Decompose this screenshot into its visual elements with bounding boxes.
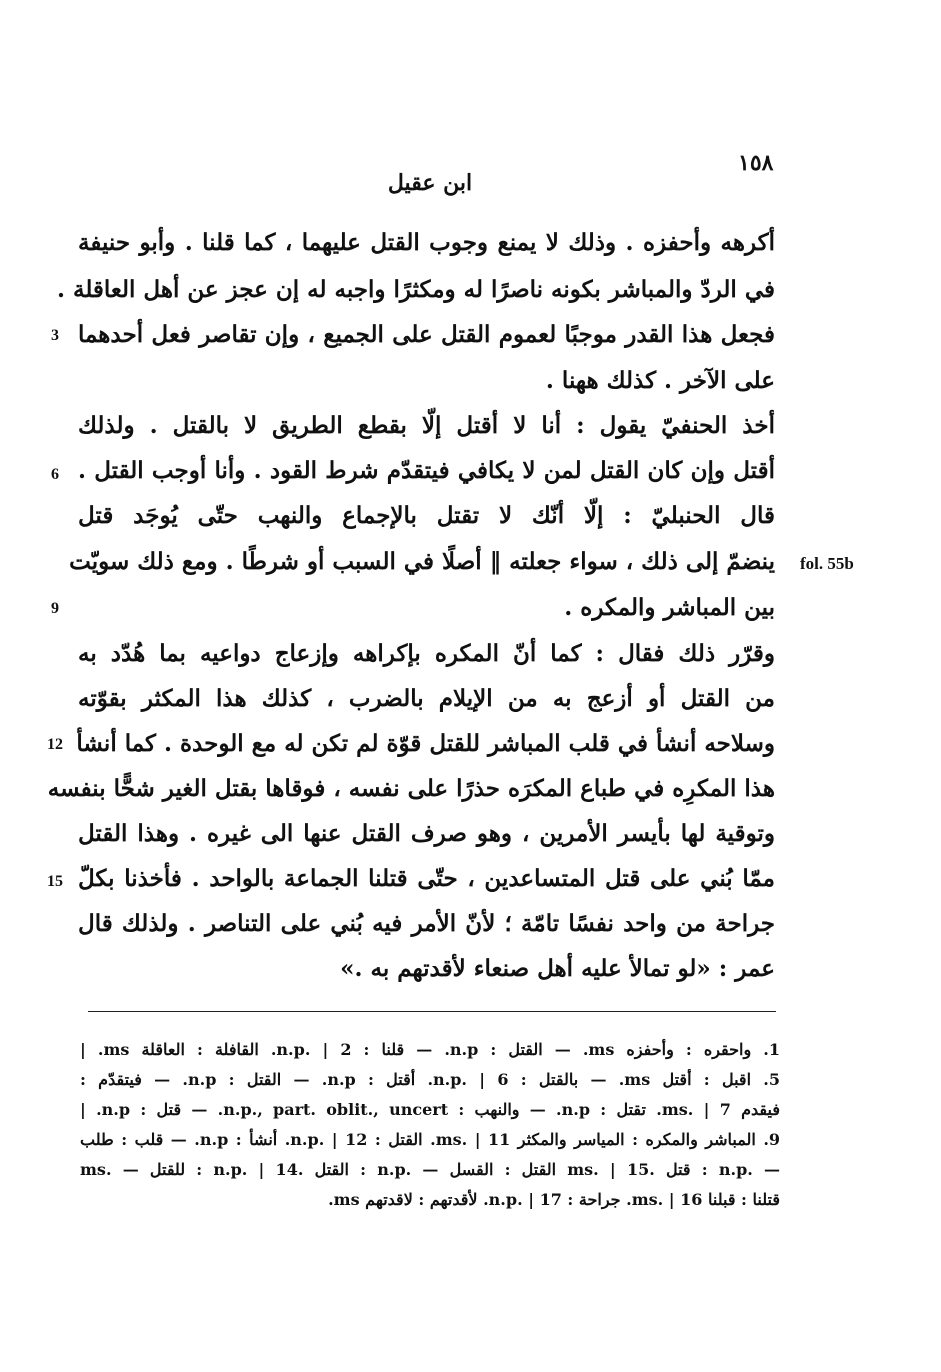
text-line: ممّا بُني على قتل المتساعدين ، حتّى قتلنا الجماعة بالواحد . فأخذنا بكلّ <box>78 865 775 892</box>
folio-marker: fol. 55b <box>800 554 854 573</box>
footnote-line: قتلنا : قبلنا ms. | 16. جراحة : n.p. | 17. لأقدتهم : لاقدتهم ms. <box>328 1190 780 1209</box>
text-line: وقرّر ذلك فقال : كما أنّ المكره بإكراهه وإزعاج دواعيه بما هُدّد به <box>78 640 775 667</box>
page-number: ١٥٨ <box>738 150 774 176</box>
text-line: في الردّ والمباشر بكونه ناصرًا له ومكثرًا واجبه له إن عجز عن أهل العاقلة . <box>56 276 775 303</box>
text-line: وتوقية لها بأيسر الأمرين ، وهو صرف القتل عنها الى غيره . وهذا القتل <box>78 820 775 847</box>
text-line: بين المباشر والمكره . <box>564 594 775 621</box>
text-line: ينضمّ إلى ذلك ، سواء جعلته ‖ أصلًا في السبب أو شرطًا . ومع ذلك سويّت <box>69 548 775 575</box>
text-line: قال الحنبليّ : إلّا أنّك لا تقتل بالإجماع والنهب حتّى يُوجَد قتل <box>78 502 775 529</box>
text-line: أقتل وإن كان القتل لمن لا يكافي فيتقدّم شرط القود . وأنا أوجب القتل . <box>78 457 775 484</box>
text-line: أكرهه وأحفزه . وذلك لا يمنع وجوب القتل عليهما ، كما قلنا . وأبو حنيفة <box>78 229 775 256</box>
line-number: 15 <box>47 873 63 890</box>
footnote-line: ms. — للقتل : n.p. | 14. القتل : n.p. — القتل : القسل ms. | 15. قتل : n.p. — <box>80 1160 781 1179</box>
text-line: فجعل هذا القدر موجبًا لعموم القتل على الجميع ، وإن تقاصر فعل أحدهما <box>78 321 775 348</box>
text-line: أخذ الحنفيّ يقول : أنا لا أقتل إلّا بقطع الطريق لا بالقتل . ولذلك <box>78 412 775 439</box>
text-line: هذا المكرِه في طباع المكرَه حذرًا على نفسه ، فوقاها بقتل الغير شحًّا بنفسه <box>47 775 775 802</box>
line-number: 9 <box>51 600 59 617</box>
text-line: عمر : «لو تمالأ عليه أهل صنعاء لأقدتهم به .» <box>340 955 775 982</box>
line-number: 6 <box>51 466 59 483</box>
footnote-line: 9. المباشر والمكره : المياسر والمكثر ms. | 11. القتل : n.p. | 12. أنشأ : n.p. — قلب : طلب <box>80 1130 781 1149</box>
line-number: 3 <box>51 327 59 344</box>
line-number: 12 <box>47 736 63 753</box>
footnote-line: فيقدم ms. | 7. تقتل : n.p. — والنهب : n.p., part. oblit., uncert. — قتل : n.p. | <box>80 1100 780 1119</box>
text-line: جراحة من واحد نفسًا تامّة ؛ لأنّ الأمر فيه بُني على التناصر . ولذلك قال <box>78 910 775 937</box>
text-line: وسلاحه أنشأ في قلب المباشر للقتل قوّة لم تكن له مع الوحدة . كما أنشأ <box>76 730 775 757</box>
footnote-line: 5. اقبل : أقتل ms. — بالقتل : n.p. | 6. أقتل : n.p. — القتل : n.p. — فيتقدّم : <box>80 1070 780 1089</box>
footnote-divider <box>88 1011 776 1012</box>
running-head: ابن عقيل <box>387 170 473 196</box>
footnote-line: 1. واحقره : وأحفزه ms. — القتل : n.p. — قلنا : n.p. | 2. القافلة : العاقلة ms. | <box>80 1040 780 1059</box>
text-line: على الآخر . كذلك ههنا . <box>545 367 775 394</box>
text-line: من القتل أو أزعج به من الإيلام بالضرب ، كذلك هذا المكثر بقوّته <box>78 685 775 712</box>
